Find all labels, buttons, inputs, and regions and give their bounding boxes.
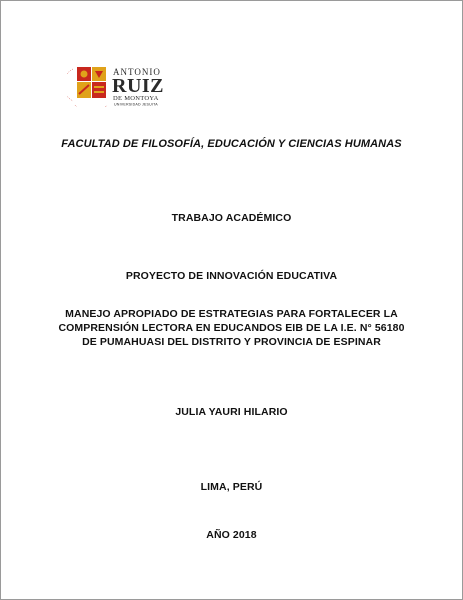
year: AÑO 2018 — [206, 529, 257, 541]
project-type: PROYECTO DE INNOVACIÓN EDUCATIVA — [125, 270, 338, 282]
thesis-title — [1, 307, 462, 349]
work-type: TRABAJO ACADÉMICO — [171, 212, 292, 224]
logo-name-line3: DE MONTOYA — [113, 95, 159, 102]
place: LIMA, PERÚ — [200, 481, 263, 493]
author-name: JULIA YAURI HILARIO — [175, 406, 288, 418]
logo-subtitle: UNIVERSIDAD JESUITA — [114, 102, 158, 107]
faculty-name: FACULTAD DE FILOSOFÍA, EDUCACIÓN Y CIENCIAS HUMANAS — [61, 138, 402, 150]
thesis-title-line: DE PUMAHUASI DEL DISTRITO Y PROVINCIA DE ESPINAR — [82, 336, 381, 348]
logo-name-line1: ANTONIO — [113, 67, 161, 77]
university-logo — [67, 61, 185, 107]
thesis-title-line: MANEJO APROPIADO DE ESTRATEGIAS PARA FORTALECER LA — [65, 308, 398, 320]
university-seal-icon — [67, 61, 185, 107]
thesis-title-line: COMPRENSIÓN LECTORA EN EDUCANDOS EIB DE LA I.E. N° 56180 — [58, 322, 405, 334]
logo-name-line2: RUIZ — [112, 75, 165, 97]
